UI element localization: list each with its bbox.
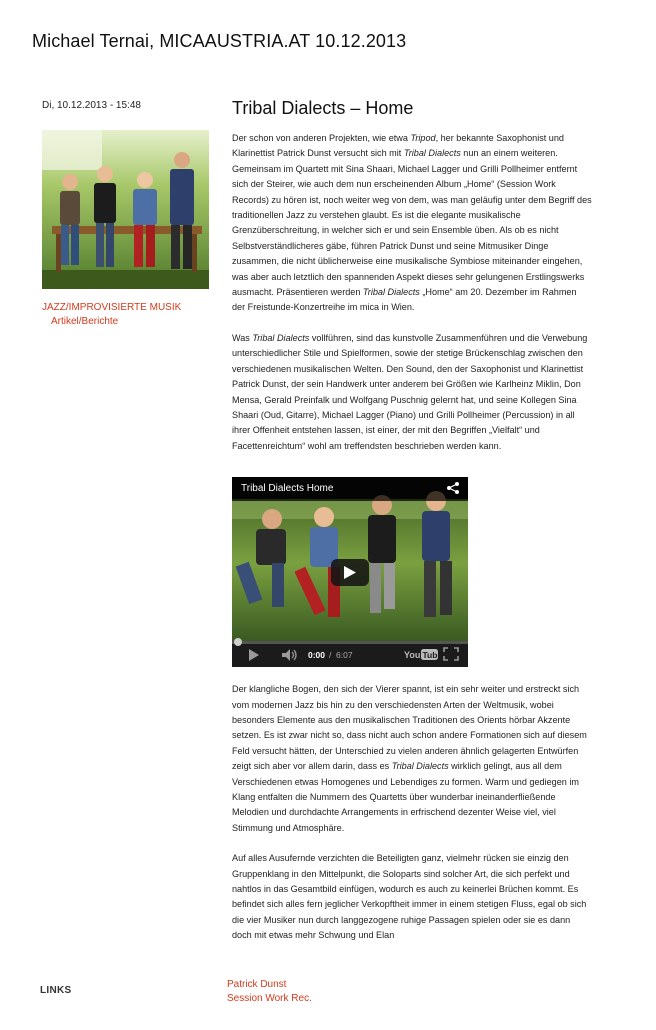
sidebar bbox=[42, 100, 212, 329]
player-controls bbox=[232, 641, 468, 667]
link-patrick-dunst[interactable]: Patrick Dunst bbox=[227, 979, 287, 990]
article-paragraph-1: Der schon von anderen Projekten, wie etwa Tripod, her bekannte Saxophonist und Klarinettist Patrick Dunst versucht sich mit Tribal Dialects nun an einem weiteren. Gemeinsam im Quartett mit Sina Shaari, Michael Lagger und Grilli Pollheimer entfernt sich der Steirer, wie auch dem nun erscheinenden Album „Home“ (Session Work Records) zu hören ist, noch weiter weg von dem, was man geläufig unter dem Begriff des traditionellen Jazz zu verstehen glaubt. Es ist die elegante musikalische Grenzüberschreitung, in welcher sich er und sein Ensemble üben. Als ob es nicht Selbstverständlicheres gäbe, führen Patrick Dunst und seine Mitmusiker Dinge zusammen, die nicht üblicherweise eine musikalische Symbiose miteinander eingehen, was aber auch letztlich den spannenden Aspekt dieses sehr gelungenen Erstlingswerks ausmacht. Präsentieren werden Tribal Dialects „Home“ am 20. Dezember im Rahmen der Freistunde-Konzertreihe im mica in Wien. bbox=[232, 133, 592, 313]
progress-handle[interactable] bbox=[234, 638, 242, 646]
subcategory-link[interactable]: Artikel/Berichte bbox=[51, 316, 119, 327]
play-button[interactable] bbox=[331, 559, 369, 586]
article-paragraph-3: Der klangliche Bogen, den sich der Vierer spannt, ist ein sehr weiter und erstreckt sich vom modernen Jazz bis hin zu den verschiedensten Arten der Weltmusik, wobei besonders Elemente aus den musikalischen Traditionen des Orients hörbar Akzente setzen. Es ist zwar nicht so, dass nicht auch schon andere Formationen sich auf diesem Feld versucht hätten, der Unterschied zu vielen anderen ähnlich gelagerten Entwürfen zeigt sich aber vor allem darin, dass es Tribal Dialects wirklich gelingt, aus all dem Verschiedenen etwas Homogenes und Lebendiges zu formen. Warm und gediegen im Klang entfalten die Nummern des Quartetts über wunderbar ineinanderfließende Melodien und durchdachte Arrangements in erfrischend dezenter Weise viel, viel Stimmung und Atmosphäre. bbox=[232, 684, 587, 833]
time-current: 0:00 bbox=[308, 650, 326, 661]
video-player[interactable] bbox=[232, 477, 468, 667]
post-date: Di, 10.12.2013 - 15:48 bbox=[42, 100, 141, 111]
progress-bar[interactable] bbox=[232, 641, 468, 644]
fullscreen-icon[interactable] bbox=[444, 648, 458, 660]
play-control-icon[interactable] bbox=[248, 649, 260, 661]
play-icon bbox=[344, 566, 356, 579]
page-header-title: Michael Ternai, MICAAUSTRIA.AT 10.12.2013 bbox=[32, 31, 407, 51]
article-title: Tribal Dialects – Home bbox=[232, 98, 414, 118]
video-title[interactable]: Tribal Dialects Home bbox=[241, 483, 334, 495]
svg-text:You: You bbox=[404, 650, 421, 661]
share-icon[interactable] bbox=[446, 481, 460, 495]
time-total: 6:07 bbox=[336, 650, 353, 661]
time-separator: / bbox=[329, 650, 332, 661]
category-link[interactable]: JAZZ/IMPROVISIERTE MUSIK bbox=[42, 302, 182, 313]
links-list bbox=[227, 978, 312, 1006]
youtube-logo-icon[interactable] bbox=[404, 648, 443, 661]
article-paragraph-4: Auf alles Ausufernde verzichten die Beteiligten ganz, vielmehr rücken sie einzig den Gruppenklang in den Mittelpunkt, die Soloparts sind solcher Art, die sich perfekt und nahtlos in das Gesamtbild einfügen, wodurch es auch zu keinerlei Brüchen kommt. Es befindet sich alles fern jeglicher Verkopftheit immer in einem stetigen Fluss, egal ob sich die vier Musiker nun durch langgezogene ruhige Passagen spielen oder sie es dann doch mit etwas mehr Schwung und Elan bbox=[232, 853, 587, 941]
volume-icon[interactable] bbox=[282, 649, 298, 661]
link-session-work-rec[interactable]: Session Work Rec. bbox=[227, 993, 312, 1004]
article bbox=[232, 98, 592, 944]
svg-text:Tube: Tube bbox=[422, 650, 443, 661]
article-paragraph-2: Was Tribal Dialects vollführen, sind das kunstvolle Zusammenführen und die Verwebung unterschiedlicher Stile und Spielformen, sowie der stetige Brückenschlag zwischen den verschiedenen musikalischen Welten. Den Sound, den der Saxophonist und Klarinettist Patrick Dunst, der sein Handwerk unter anderem bei Größen wie Karlheinz Miklin, Don Mensa, Gerald Preinfalk und Wolfgang Puschnig gelernt hat, und seine Kollegen Sina Shaari (Oud, Gitarre), Michael Lagger (Piano) und Grilli Pollheimer (Percussion) in all ihrer Offenheit entstehen lassen, ist einer, der mit den Begriffen „Vielfalt“ und Facettenreichtum“ wohl am treffendsten beschrieben werden kann. bbox=[232, 332, 588, 451]
links-label: LINKS bbox=[40, 985, 72, 996]
band-photo bbox=[42, 130, 209, 289]
